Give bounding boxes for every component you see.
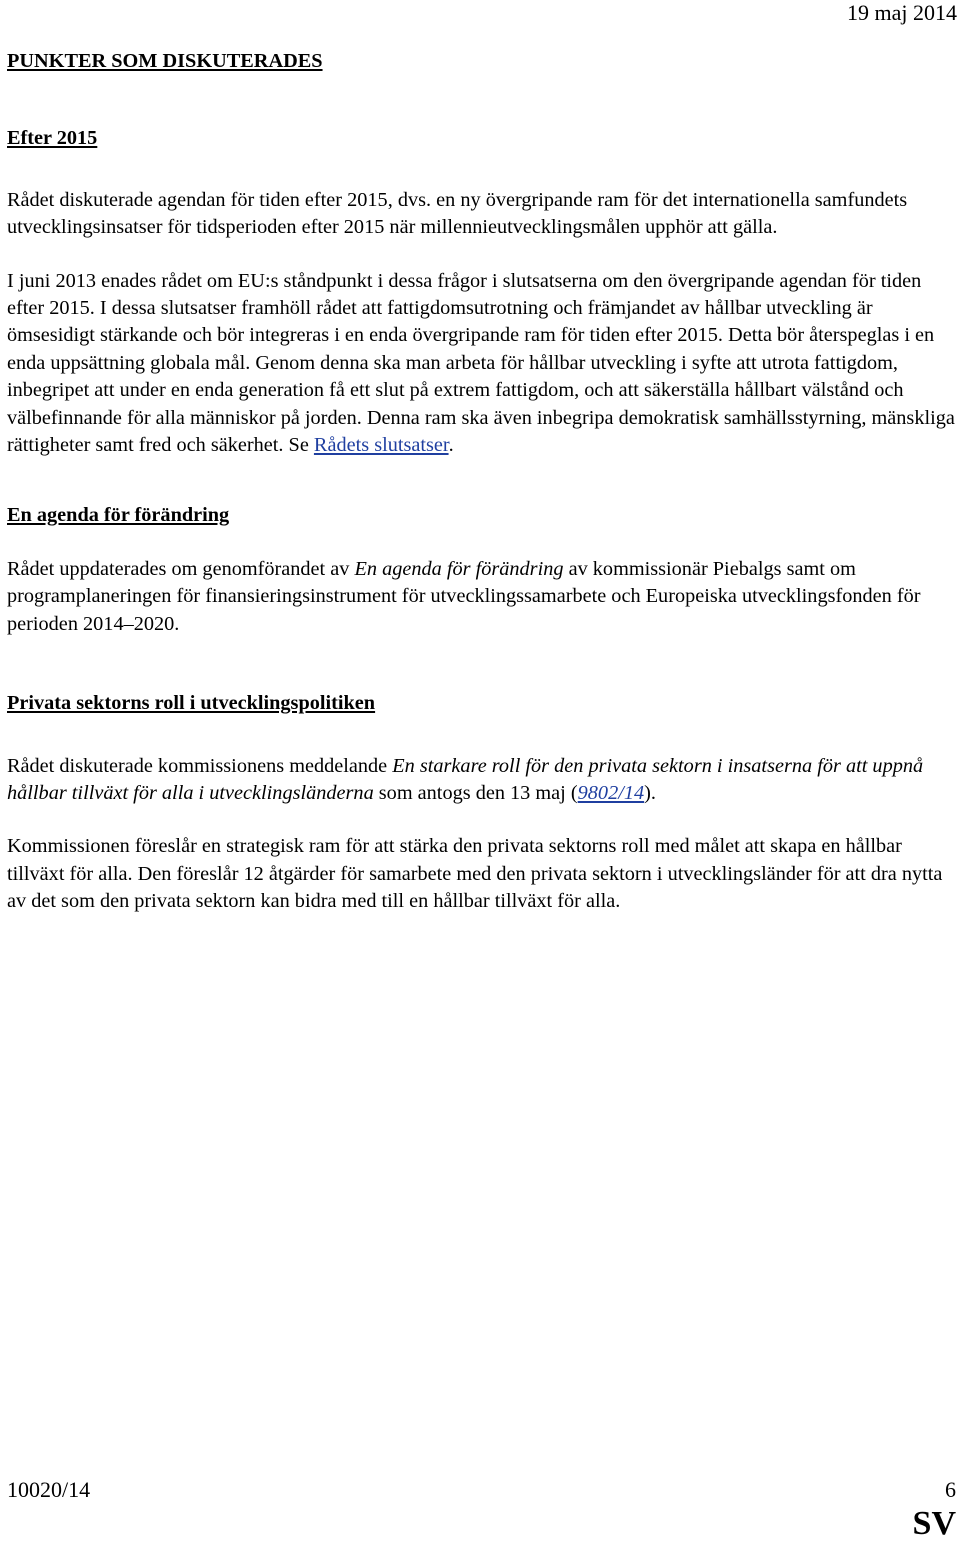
paragraph-text: Rådet diskuterade kommissionens meddelande (7, 754, 393, 777)
paragraph (7, 753, 957, 808)
heading-en-agenda: En agenda för förändring (7, 504, 230, 527)
document-date: 19 maj 2014 (847, 0, 957, 25)
paragraph-text: Rådet uppdaterades om genomförandet av (7, 557, 355, 580)
page-number: 6 (945, 1477, 956, 1502)
paragraph-italic: En agenda för förändring (354, 557, 564, 580)
paragraph-text: . (448, 434, 454, 457)
paragraph-italic: En starkare roll för den privata sektorn i insatserna för att uppnå hållbar tillväxt för alla i utvecklingsländerna (7, 754, 924, 804)
document-number: 10020/14 (7, 1477, 91, 1502)
section-title: PUNKTER SOM DISKUTERADES (7, 50, 323, 72)
heading-privata-sektorn: Privata sektorns roll i utvecklingspolitiken (7, 692, 376, 715)
paragraph: Rådet diskuterade agendan för tiden efter 2015, dvs. en ny övergripande ram för det internationella samfundets utvecklingsinsatser för tidsperioden efter 2015 när millennieutvecklingsmålen upphör att gälla. (7, 188, 908, 239)
paragraph-text: ). (644, 781, 656, 804)
paragraph-text: I juni 2013 enades rådet om EU:s ståndpunkt i dessa frågor i slutsatserna om den övergripande agendan för tiden efter 2015. I dessa slutsatser framhöll rådet att fattigdomsutrotning och främjandet av hållbar utveckling är ömsesidigt stärkande och bör integreras i en enda övergripande ram för tiden efter 2015. Detta bör återspeglas i en enda uppsättning globala mål. Genom denna ska man arbeta för hållbar utveckling i syfte att utrota fattigdom, inbegripet att under en enda generation få ett slut på extrem fattigdom, och att säkerställa hållbart välstånd och välbefinnande för alla människor på jorden. Denna ram ska även inbegripa demokratisk samhällsstyrning, mänskliga rättigheter samt fred och säkerhet. Se (7, 269, 955, 457)
document-body (7, 48, 957, 916)
heading-efter-2015: Efter 2015 (7, 127, 98, 150)
paragraph: Kommissionen föreslår en strategisk ram för att stärka den privata sektorns roll med målet att skapa en hållbar tillväxt för alla. Den föreslår 12 åtgärder för samarbete med den privata sektorn i utvecklingsländer för att dra nytta av det som den privata sektorn kan bidra med till en hållbar tillväxt för alla. (7, 835, 943, 913)
paragraph-text: som antogs den 13 maj ( (373, 781, 578, 804)
paragraph-text: av kommissionär Piebalgs samt om programplaneringen för finansieringsinstrument för utvecklingssamarbete och Europeiska utvecklingsfonden för perioden 2014–2020. (7, 557, 921, 635)
paragraph (7, 556, 957, 638)
document-9802-link[interactable]: 9802/14 (577, 781, 645, 804)
paragraph (7, 268, 957, 460)
radets-slutsatser-link[interactable]: Rådets slutsatser (313, 434, 449, 457)
language-code: SV (912, 1505, 956, 1542)
